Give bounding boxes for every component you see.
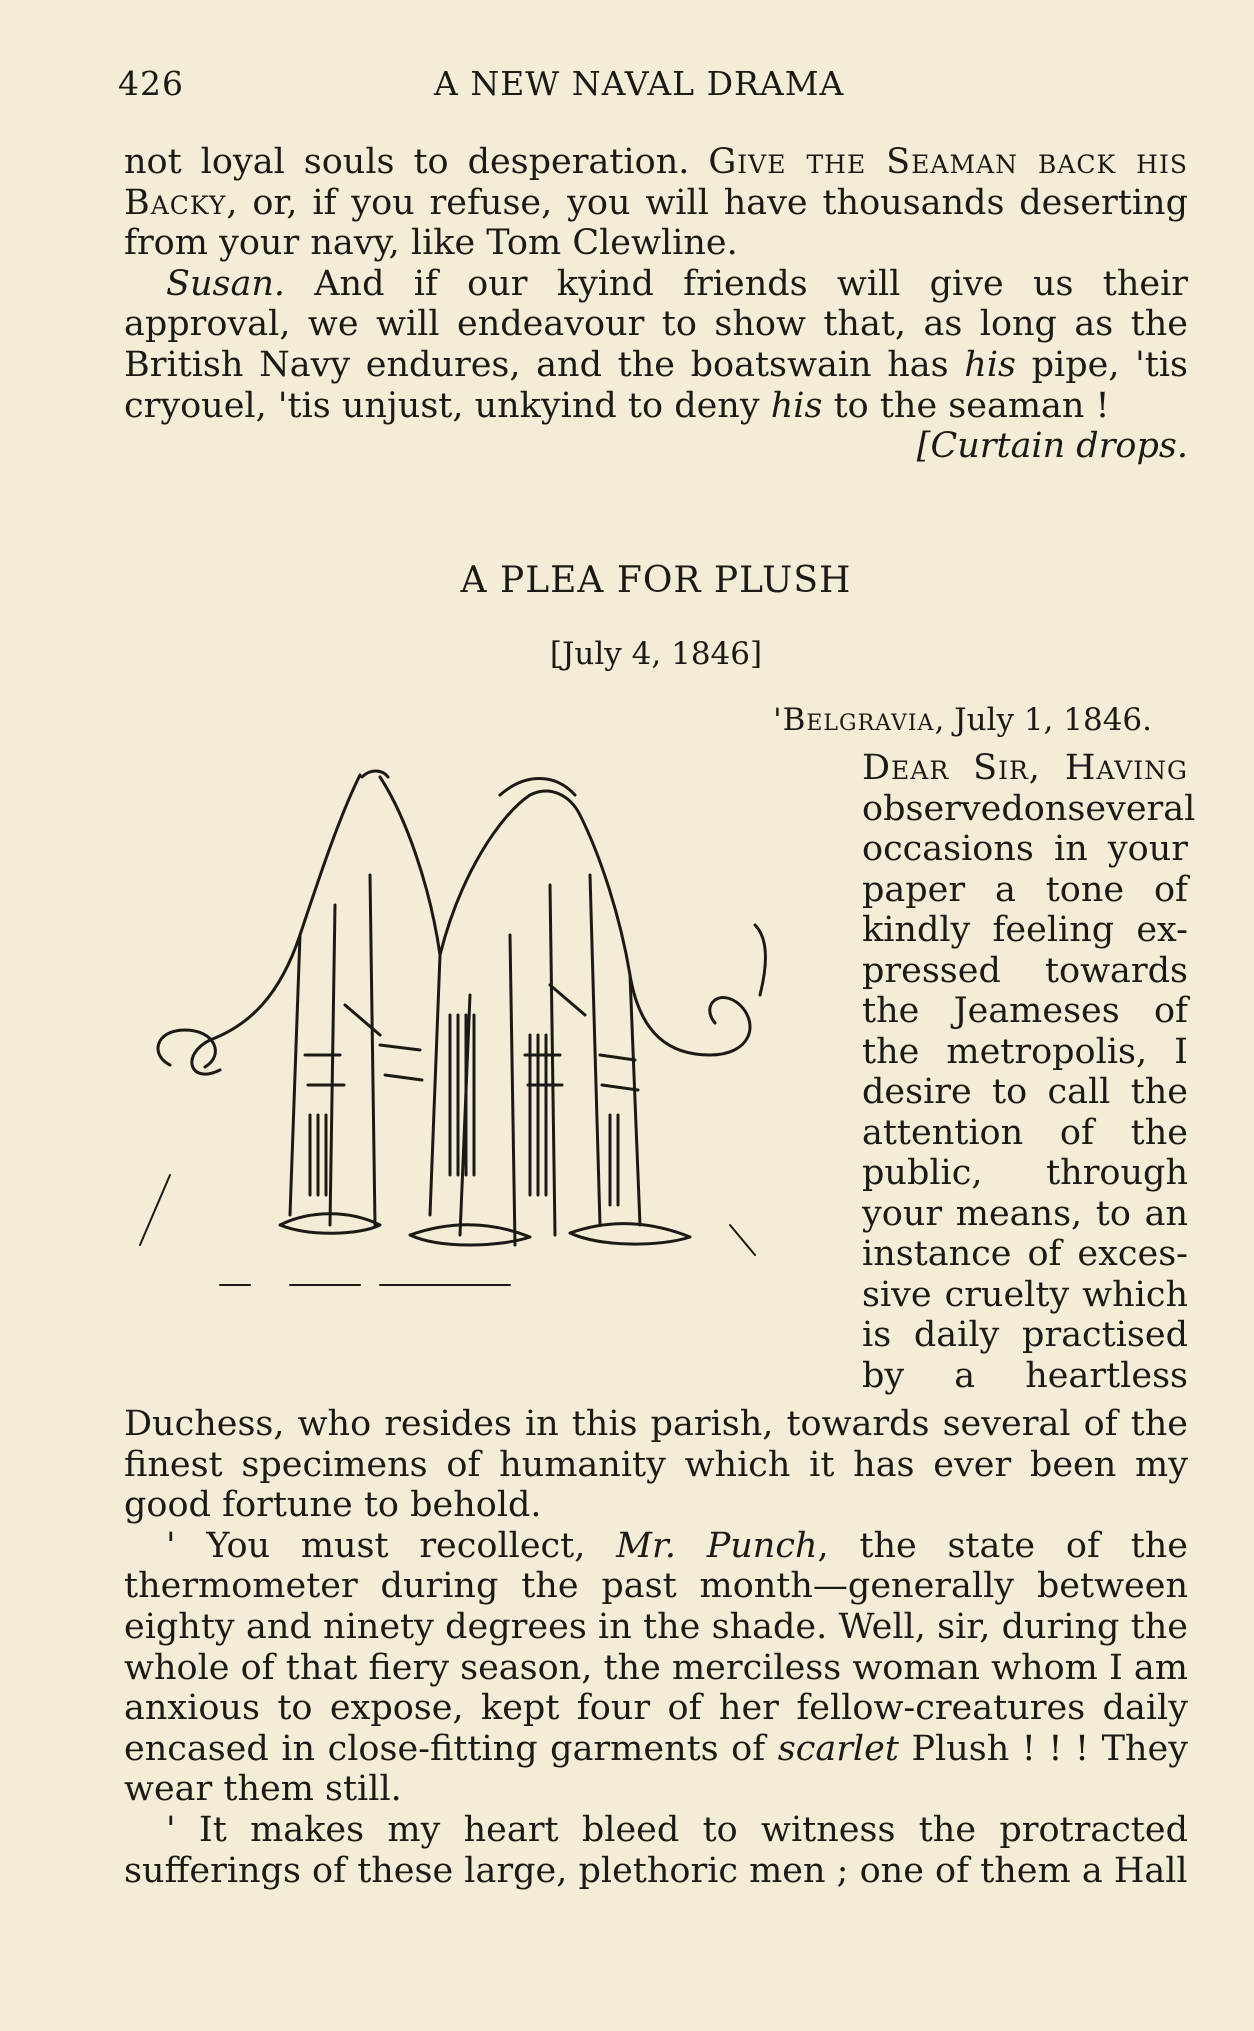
article-title: A PLEA FOR PLUSH <box>460 560 852 601</box>
paragraph-heart-bleed: ' It makes my heart bleed to witness the protracted sufferings of these large, plethoric men ; one of them a Hall <box>124 1809 1188 1891</box>
paragraph-seaman: not loyal souls to desperation. Give the Seaman back his Backy, or, if you refuse, you will have thousands deserting from your navy, like Tom Clewline. <box>124 142 1188 264</box>
speaker-name: Susan. <box>166 263 286 304</box>
letter-dateline: 'Belgravia, July 1, 1846. <box>773 702 1152 738</box>
beside-line: by a heartless <box>862 1355 1188 1396</box>
beside-line: desire to call the <box>862 1072 1188 1112</box>
running-header <box>118 64 1190 108</box>
beside-line: paper a tone of <box>862 869 1188 910</box>
beside-line: public, through <box>862 1153 1188 1193</box>
beside-line: sive cruelty which <box>862 1274 1188 1315</box>
letter-body <box>124 1404 1188 1891</box>
beside-line: Dear Sir, Having <box>862 748 1188 788</box>
running-title: A NEW NAVAL DRAMA <box>434 64 845 103</box>
beside-line: attention of the <box>862 1112 1188 1153</box>
text-beside-illustration <box>862 748 1196 1396</box>
paragraph-susan: Susan. And if our kyind friends will give us their approval, we will endeavour to show that, as long as the British Navy endures, and the boatswain has his pipe, 'tis cryouel, 'tis unjust, unkyind to deny his to the seaman ! <box>124 263 1188 426</box>
stage-direction: [Curtain drops. <box>916 426 1188 467</box>
paragraph-thermometer: ' You must recollect, Mr. Punch, the state of the thermometer during the past month—generally between eighty and ninety degrees in the shade. Well, sir, during the whole of that fiery season, the merciless woman whom I am anxious to expose, kept four of her fellow-creatures daily encased in close-fitting garments of scarlet Plush ! ! ! They wear them still. <box>124 1525 1188 1810</box>
beside-line: pressed towards <box>862 950 1188 991</box>
beside-line: your means, to an <box>862 1193 1188 1234</box>
article-date: [July 4, 1846] <box>549 636 763 672</box>
beside-line: the metropolis, I <box>862 1031 1188 1072</box>
beside-line: occasions in your <box>862 829 1188 869</box>
page-number: 426 <box>118 64 184 103</box>
top-text-block <box>124 142 1188 467</box>
beside-line: is daily practised <box>862 1315 1188 1355</box>
beside-line: observedonseveral <box>862 788 1196 829</box>
paragraph-duchess: Duchess, who resides in this parish, towards several of the finest specimens of humanity which it has ever been my good fortune to behold. <box>124 1404 1188 1526</box>
initial-letter-m-illustration <box>130 755 830 1345</box>
beside-line: kindly feeling ex- <box>862 910 1188 950</box>
beside-line: the Jeameses of <box>862 991 1188 1031</box>
beside-line: instance of exces- <box>862 1234 1188 1274</box>
